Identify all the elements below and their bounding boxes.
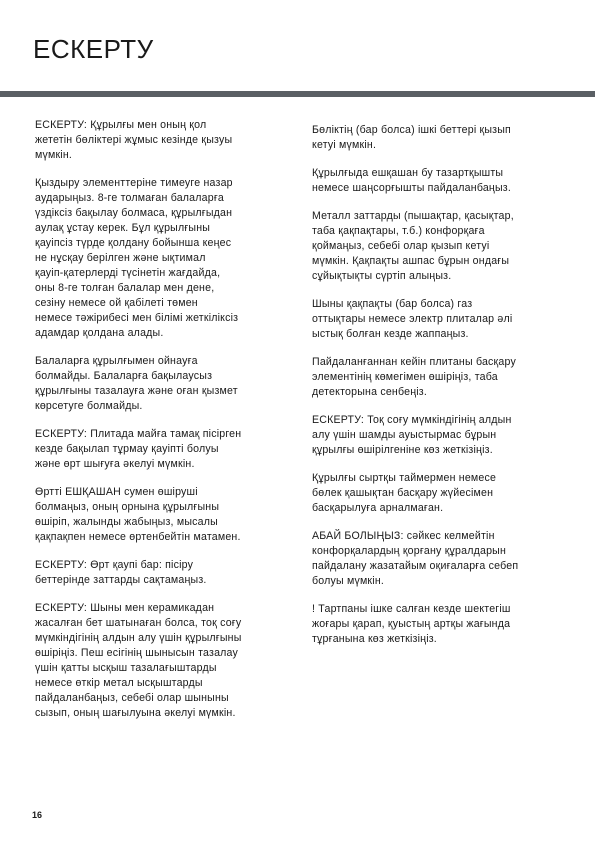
warning-paragraph: Қыздыру элементтеріне тимеуге назар аударыңыз. 8-ге толмаған балаларға үздіксіз бақылау болмаса, құрылғыдан аулақ ұстау керек. Бұл құрылғыны қауіпсіз түрде қолдану бойынша кеңес не нұсқау берілген және ықтимал қауіп-қатерлерді түсінетін жағдайда, оны 8-ге толған балалар мен дене, сезіну немесе ой қабілеті төмен немесе тәжірибесі мен білімі жеткіліксіз адамдар қолдана алады. (35, 177, 239, 339)
title-divider (0, 91, 595, 97)
warning-paragraph: Құрылғы сыртқы таймермен немесе бөлек қашықтан басқару жүйесімен басқарылуға арналмаған. (312, 472, 497, 514)
page-title: ЕСКЕРТУ (33, 34, 154, 64)
warning-paragraph: ЕСКЕРТУ: Шыны мен керамикадан жасалған бет шатынаған болса, тоқ соғу мүмкіндігінің алдын алу үшін құрылғыны өшіріңіз. Пеш есігінің шынысын тазалау үшін қатты ысқыш тазалағыштарды немесе өткір метал ысқыштарды пайдаланбаңыз, себебі олар шыныны сызып, оның шағылуына әкелуі мүмкін. (35, 602, 242, 719)
right-column (312, 123, 574, 660)
warning-paragraph: Пайдаланғаннан кейін плитаны басқару элементінің көмегімен өшіріңіз, таба детекторына сенбеңіз. (312, 356, 516, 398)
warning-paragraph: ЕСКЕРТУ: Тоқ соғу мүмкіндігінің алдын алу үшін шамды ауыстырмас бұрын құрылғы өшірілгеніне көз жеткізіңіз. (312, 414, 512, 456)
warning-paragraph: ЕСКЕРТУ: Плитада майға тамақ пісірген кезде бақылап тұрмау қауіпті болуы және өрт шығуға әкелуі мүмкін. (35, 428, 242, 470)
warning-paragraph: ЕСКЕРТУ: Өрт қаупі бар: пісіру беттерінде заттарды сақтамаңыз. (35, 559, 207, 586)
warning-paragraph: Металл заттарды (пышақтар, қасықтар, таба қақпақтары, т.б.) конфорқаға қоймаңыз, себебі олар қызып кетуі мүмкін. Қақпақты ашпас бұрын ондағы сұйықтықты сүртіп алыңыз. (312, 210, 514, 282)
warning-paragraph: ! Тартпаны ішке салған кезде шектегіш жоғары қарап, қуыстың артқы жағында тұрғанына көз жеткізіңіз. (312, 603, 511, 645)
warning-paragraph: Шыны қақпақты (бар болса) газ оттықтары немесе электр плиталар әлі ыстық болған кезде жаппаңыз. (312, 298, 513, 340)
warning-paragraph: ЕСКЕРТУ: Құрылғы мен оның қол жететін бөліктері жұмыс кезінде қызуы мүмкін. (35, 119, 233, 161)
warning-paragraph: Өртті ЕШҚАШАН сумен өшіруші болмаңыз, оның орнына құрылғыны өшіріп, жалынды жабыңыз, мысалы қақпақпен немесе өртенбейтін матамен. (35, 486, 241, 543)
warning-paragraph: Бөліктің (бар болса) ішкі беттері қызып кетуі мүмкін. (312, 124, 511, 151)
page-number: 16 (32, 810, 43, 820)
warning-paragraph: АБАЙ БОЛЫҢЫЗ: сәйкес келмейтін конфорқалардың қорғану құралдарын пайдалану жазатайым оқиғаларға себеп болуы мүмкін. (312, 530, 519, 587)
warning-paragraph: Балаларға құрылғымен ойнауға болмайды. Балаларға бақылаусыз құрылғыны тазалауға және оған қызмет көрсетуге болмайды. (35, 355, 238, 412)
warning-paragraph: Құрылғыда ешқашан бу тазартқышты немесе шаңсорғышты пайдаланбаңыз. (312, 167, 511, 194)
left-column (35, 118, 297, 734)
